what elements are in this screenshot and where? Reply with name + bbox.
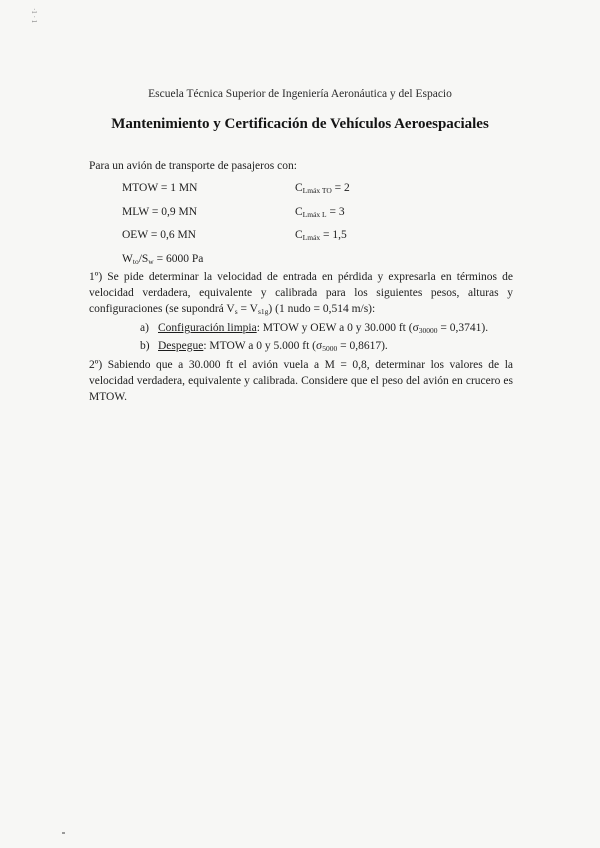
option-a: a) Configuración limpia: MTOW y OEW a 0 y 30.000 ft $(\sigma_{30000} = 0,3741)$. bbox=[140, 322, 489, 335]
param-cl-max-l: $C_{Lmáx L} = 3$ bbox=[295, 205, 345, 219]
corner-mark: ·1 · 1 bbox=[30, 8, 38, 24]
param-row bbox=[122, 206, 402, 230]
param-row bbox=[122, 182, 402, 206]
param-mlw: MLW = 0,9 MN bbox=[122, 205, 198, 218]
intro-text: Para un avión de transporte de pasajeros con: bbox=[89, 160, 297, 172]
option-b: b) Despegue: MTOW a 0 y 5.000 ft $(\sigma_{5000} = 0,8617)$. bbox=[140, 339, 388, 353]
question-1-options bbox=[140, 321, 488, 356]
param-row bbox=[122, 229, 402, 253]
course-title: Mantenimiento y Certificación de Vehículos Aeroespaciales bbox=[111, 116, 489, 132]
param-oew: OEW = 0,6 MN bbox=[122, 229, 196, 241]
param-mtow: MTOW = 1 MN bbox=[122, 182, 198, 194]
param-cl-max: $C_{Lmáx} = 1,5$ bbox=[295, 229, 347, 242]
question-1: 1º) Se pide determinar la velocidad de entrada en pérdida y expresarla en términos de velocidad verdadera, equivalente y calibrada para los siguientes pesos, alturas y configuraciones (se supondrá $V_s = V_{s1g}$) (1 nudo = 0,514 m/s): bbox=[89, 271, 513, 316]
option-a-label: Configuración limpia bbox=[158, 322, 257, 334]
param-cl-max-to: $C_{Lmáx TO} = 2$ bbox=[295, 182, 350, 195]
scan-dot bbox=[62, 832, 65, 834]
school-header: Escuela Técnica Superior de Ingeniería Aeronáutica y del Espacio bbox=[148, 88, 452, 100]
option-b-label: Despegue bbox=[158, 339, 204, 352]
parameters-list bbox=[122, 182, 402, 276]
param-wing-loading: $W_{to}/S_w = 6000$ Pa bbox=[122, 252, 204, 266]
question-2: 2º) Sabiendo que a 30.000 ft el avión vuela a M = 0,8, determinar los valores de la velocidad verdadera, equivalente y calibrada. Considere que el peso del avión en crucero es MTOW. bbox=[89, 359, 513, 403]
